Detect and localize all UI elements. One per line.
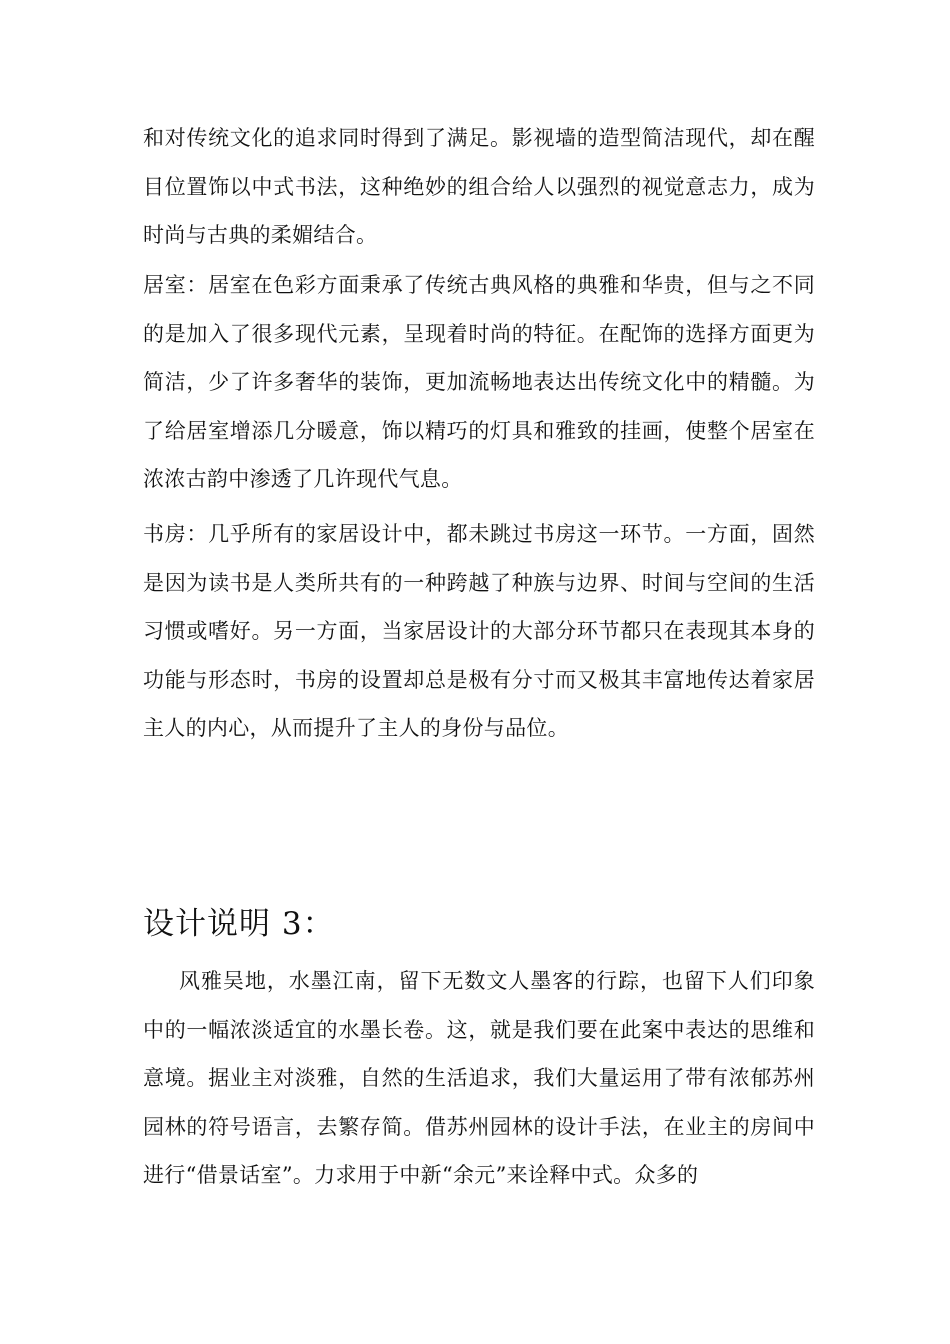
section-heading: 设计说明 3： (143, 906, 335, 942)
paragraph-tv-wall: 和对传统文化的追求同时得到了满足。影视墙的造型简洁现代，却在醒目位置饰以中式书法，这种绝妙的组合给人以强烈的视觉意志力，成为时尚与古典的柔媚结合。 (143, 126, 815, 247)
section-body-paragraph: 风雅吴地，水墨江南，留下无数文人墨客的行踪，也留下人们印象中的一幅浓淡适宜的水墨长卷。这，就是我们要在此案中表达的思维和意境。据业主对淡雅，自然的生活追求，我们大量运用了带有浓郁苏州园林的符号语言，去繁存简。借苏州园林的设计手法，在业主的房间中进行“借景话室”。力求用于中新“余元”来诠释中式。众多的 (143, 969, 815, 1187)
paragraph-study: 书房：几乎所有的家居设计中，都未跳过书房这一环节。一方面，固然是因为读书是人类所共有的一种跨越了种族与边界、时间与空间的生活习惯或嗜好。另一方面，当家居设计的大部分环节都只在表现其本身的功能与形态时，书房的设置却总是极有分寸而又极其丰富地传达着家居主人的内心，从而提升了主人的身份与品位。 (143, 522, 815, 740)
paragraph-living-room: 居室：居室在色彩方面秉承了传统古典风格的典雅和华贵，但与之不同的是加入了很多现代元素，呈现着时尚的特征。在配饰的选择方面更为简洁，少了许多奢华的装饰，更加流畅地表达出传统文化中的精髓。为了给居室增添几分暖意，饰以精巧的灯具和雅致的挂画，使整个居室在浓浓古韵中渗透了几许现代气息。 (143, 273, 815, 491)
